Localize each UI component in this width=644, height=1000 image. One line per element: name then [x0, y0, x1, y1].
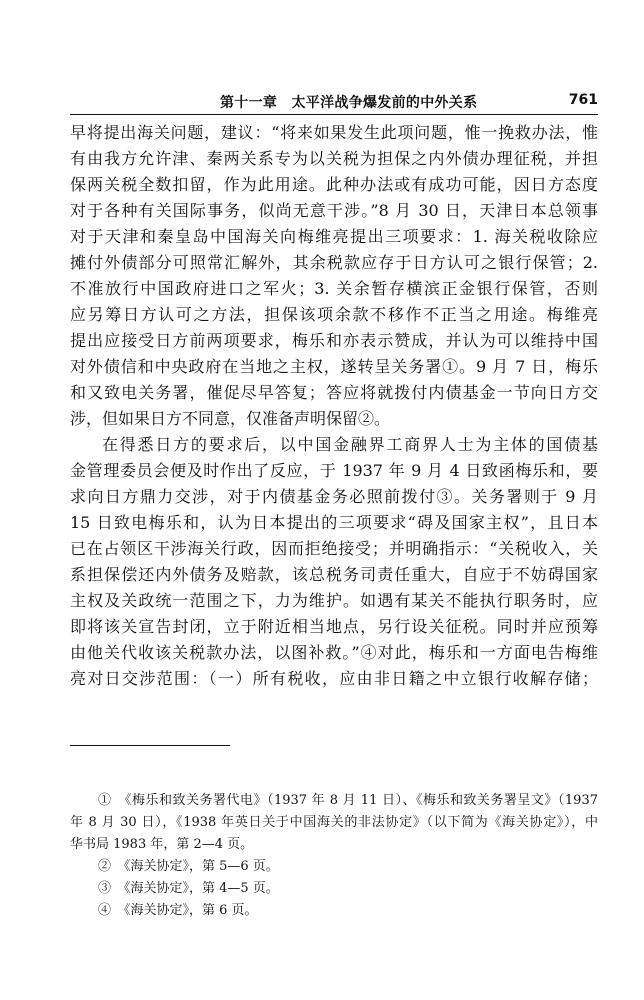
footnote-2: ② 《海关协定》，第 5—6 页。 [98, 859, 279, 874]
footnote-3: ③ 《海关协定》，第 4—5 页。 [98, 881, 279, 896]
body-line: 主权及关政统一范围之下，力为维护。如遇有某关不能执行职务时，应 [70, 591, 598, 610]
page-number: 761 [568, 92, 598, 108]
footnote-1-continued: 年 8 月 30 日），《1938 年英日关于中国海关的非法协定》（以下简为《海关协定》），中 [70, 815, 598, 830]
body-line: 摊付外债部分可照常汇解外，其余税款应存于日方认可之银行保管；2. [70, 253, 598, 272]
body-line: 对外债信和中央政府在当地之主权，遂转呈关务署①。9 月 7 日，梅乐 [70, 357, 598, 376]
footnote-divider [70, 745, 230, 746]
body-line: 提出应接受日方前两项要求，梅乐和亦表示赞成，并认为可以维持中国 [70, 331, 598, 350]
body-line: 不准放行中国政府进口之军火；3. 关余暂存横滨正金银行保管，否则 [70, 279, 598, 298]
body-line: 求向日方鼎力交涉，对于内债基金务必照前拨付③。关务署则于 9 月 [70, 487, 598, 506]
footnotes [70, 790, 598, 922]
paragraph-start-line: 在得悉日方的要求后，以中国金融界工商界人士为主体的国债基 [102, 435, 598, 454]
body-line: 金管理委员会便及时作出了反应，于 1937 年 9 月 4 日致函梅乐和，要 [70, 461, 598, 480]
body-line: 应另筹日方认可之方法，担保该项余款不移作不正当之用途。梅维亮 [70, 305, 598, 324]
body-line: 系担保偿还内外债务及赔款，该总税务司责任重大，自应于不妨碍国家 [70, 565, 598, 584]
body-line: 对于各种有关国际事务，似尚无意干涉。”8 月 30 日，天津日本总领事 [70, 201, 598, 220]
body-line: 涉，但如果日方不同意，仅准备声明保留②。 [70, 409, 391, 428]
body-line: 已在占领区干涉海关行政，因而拒绝接受；并明确指示：“关税收入，关 [70, 539, 598, 558]
chapter-title: 第十一章 太平洋战争爆发前的中外关系 [220, 95, 478, 111]
body-line: 有由我方允许津、秦两关系专为以关税为担保之内外债办理征税，并担 [70, 149, 598, 168]
body-line: 保两关税全数扣留，作为此用途。此种办法或有成功可能，因日方态度 [70, 175, 598, 194]
footnote-4: ④ 《海关协定》，第 6 页。 [98, 903, 258, 918]
body-text [70, 120, 598, 692]
running-header [70, 88, 598, 112]
body-line: 15 日致电梅乐和，认为日本提出的三项要求“碍及国家主权”，且日本 [70, 513, 598, 532]
body-line: 即将该关宣告封闭，立于附近相当地点，另行设关征税。同时并应预筹 [70, 617, 598, 636]
header-rule [70, 114, 598, 115]
body-line: 对于天津和秦皇岛中国海关向梅维亮提出三项要求：1. 海关税收除应 [70, 227, 598, 246]
footnote-1-continued: 华书局 1983 年，第 2—4 页。 [70, 837, 254, 852]
footnote-1: ① 《梅乐和致关务署代电》（1937 年 8 月 11 日）、《梅乐和致关务署呈文》（1937 [98, 793, 598, 808]
body-line: 早将提出海关问题，建议：“将来如果发生此项问题，惟一挽救办法，惟 [70, 123, 598, 142]
body-line: 由他关代收该关税款办法，以图补救。”④对此，梅乐和一方面电告梅维 [70, 643, 598, 662]
body-line: 和又致电关务署，催促尽早答复；答应将就拨付内债基金一节向日方交 [70, 383, 598, 402]
body-line: 亮对日交涉范围：（一）所有税收，应由非日籍之中立银行收解存储； [70, 669, 598, 688]
